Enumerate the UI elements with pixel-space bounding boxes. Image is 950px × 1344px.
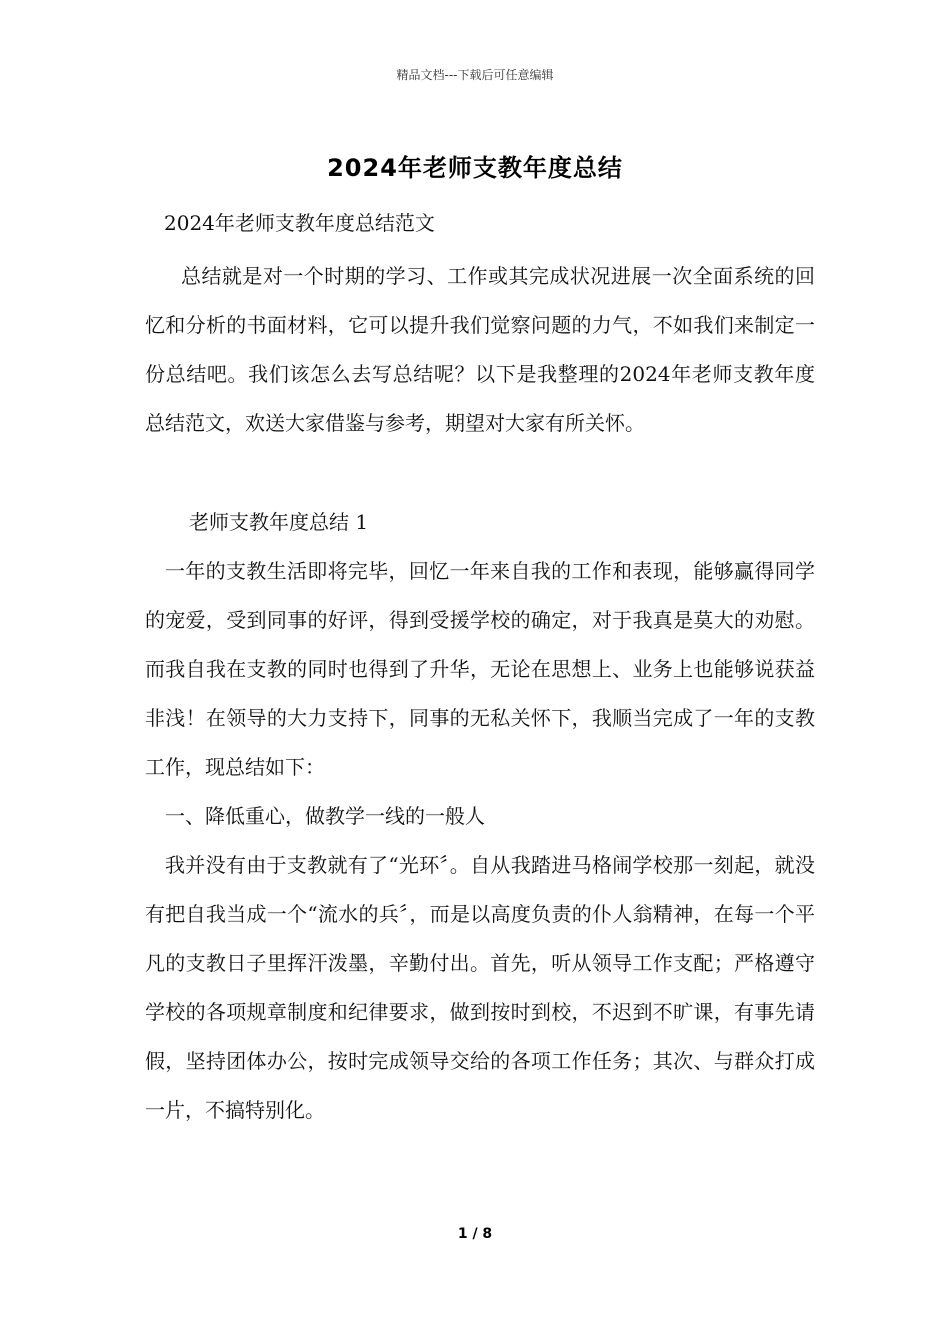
document-body — [145, 252, 815, 1135]
section-title: 老师支教年度总结 1 — [189, 510, 369, 534]
page-number: 1 / 8 — [457, 1226, 493, 1242]
document-title: 2024年老师支教年度总结 — [327, 154, 623, 182]
document-subtitle: 2024年老师支教年度总结范文 — [164, 211, 435, 235]
paragraph-gap — [145, 448, 815, 498]
intro-paragraph: 总结就是对一个时期的学习、工作或其完成状况进展一次全面系统的回忆和分析的书面材料，它可以提升我们觉察问题的力气，不如我们来制定一份总结吧。我们该怎么去写总结呢？以下是我整理的2024年老师支教年度总结范文，欢送大家借鉴与参考，期望对大家有所关怀。 — [145, 264, 815, 435]
body-paragraph-1: 一年的支教生活即将完毕，回忆一年来自我的工作和表现，能够赢得同学的宠爱，受到同事的好评，得到受援学校的确定，对于我真是莫大的劝慰。而我自我在支教的同时也得到了升华，无论在思想上、业务上也能够说获益非浅！在领导的大力支持下，同事的无私关怀下，我顺当完成了一年的支教工作，现总结如下： — [145, 559, 815, 779]
header-note: 精品文档---下载后可任意编辑 — [396, 68, 554, 82]
body-paragraph-2: 我并没有由于支教就有了“光环〞。自从我踏进马格闹学校那一刻起，就没有把自我当成一个“流水的兵〞，而是以高度负责的仆人翁精神，在每一个平凡的支教日子里挥汗泼墨，辛勤付出。首先，听从领导工作支配；严格遵守学校的各项规章制度和纪律要求，做到按时到校，不迟到不旷课，有事先请假，坚持团体办公，按时完成领导交给的各项工作任务；其次、与群众打成一片，不搞特别化。 — [145, 853, 815, 1122]
section-heading-1: 一、降低重心，做教学一线的一般人 — [165, 804, 485, 828]
